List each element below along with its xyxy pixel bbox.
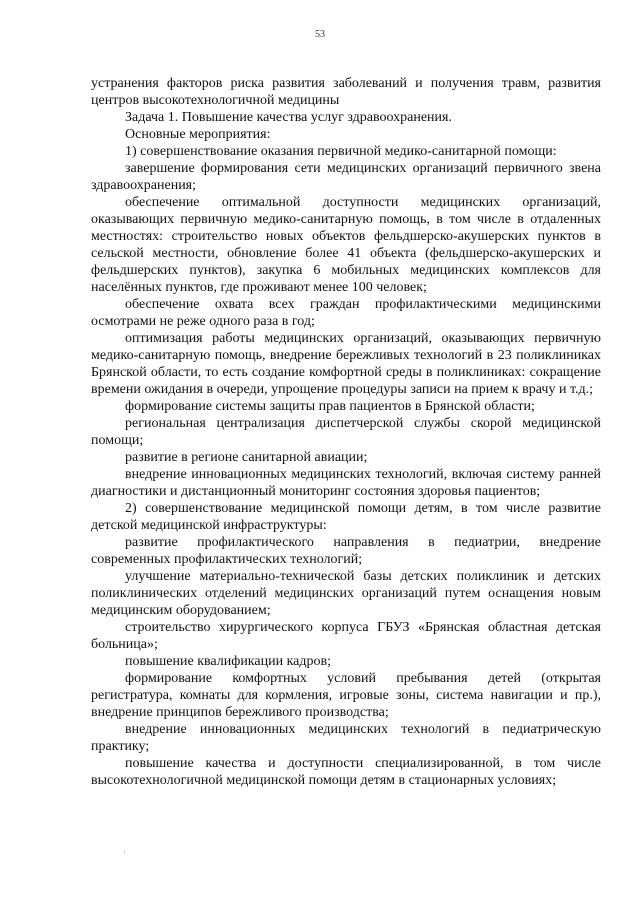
paragraph: 2) совершенствование медицинской помощи детям, в том числе развитие детской медицинской инфраструктуры: <box>91 501 601 533</box>
paragraph: обеспечение оптимальной доступности медицинских организаций, оказывающих первичную медико-санитарную помощь, в том числе в отдаленных местностях: строительство новых объектов фельдшерско-акушерских пунктов в сельской местности, обновление более 41 объекта (фельдшерско-акушерских и фельдшерских пунктов), закупка 6 мобильных медицинских комплексов для населённых пунктов, где проживают менее 100 человек; <box>91 195 601 295</box>
paragraph: формирование системы защиты прав пациентов в Брянской области; <box>125 399 535 414</box>
page-number: 53 <box>315 29 325 40</box>
paragraph: оптимизация работы медицинских организаций, оказывающих первичную медико-санитарную помощь, внедрение бережливых технологий в 23 поликлиниках Брянской области, то есть создание комфортной среды в поликлиниках: сокращение времени ожидания в очереди, упрощение процедуры записи на прием к врачу и т.д.; <box>91 331 601 397</box>
paragraph: улучшение материально-технической базы детских поликлиник и детских поликлинических отделений медицинских организаций путем оснащения новым медицинским оборудованием; <box>91 569 601 618</box>
paragraph: повышение качества и доступности специализированной, в том числе высокотехнологичной медицинской помощи детям в стационарных условиях; <box>91 756 601 788</box>
paragraph: Задача 1. Повышение качества услуг здравоохранения. <box>125 110 452 125</box>
paragraph: повышение квалификации кадров; <box>125 654 332 669</box>
paragraph: строительство хирургического корпуса ГБУЗ «Брянская областная детская больница»; <box>91 620 601 652</box>
paragraph: внедрение инновационных медицинских технологий в педиатрическую практику; <box>91 722 601 754</box>
document-body <box>91 75 601 789</box>
paragraph: 1) совершенствование оказания первичной медико-санитарной помощи: <box>125 144 557 159</box>
scan-artifact <box>124 851 125 854</box>
paragraph: Основные мероприятия: <box>125 127 271 142</box>
paragraph: региональная централизация диспетчерской службы скорой медицинской помощи; <box>91 416 601 448</box>
paragraph: устранения факторов риска развития заболеваний и получения травм, развития центров высокотехнологичной медицины <box>91 76 601 108</box>
paragraph: развитие в регионе санитарной авиации; <box>125 450 368 465</box>
paragraph: завершение формирования сети медицинских организаций первичного звена здравоохранения; <box>91 161 601 193</box>
paragraph: обеспечение охвата всех граждан профилактическими медицинскими осмотрами не реже одного раза в год; <box>91 297 601 329</box>
paragraph: развитие профилактического направления в педиатрии, внедрение современных профилактических технологий; <box>91 535 601 567</box>
paragraph: формирование комфортных условий пребывания детей (открытая регистратура, комнаты для кормления, игровые зоны, система навигации и пр.), внедрение принципов бережливого производства; <box>91 671 601 720</box>
paragraph: внедрение инновационных медицинских технологий, включая систему ранней диагностики и дистанционный мониторинг состояния здоровья пациентов; <box>91 467 601 499</box>
